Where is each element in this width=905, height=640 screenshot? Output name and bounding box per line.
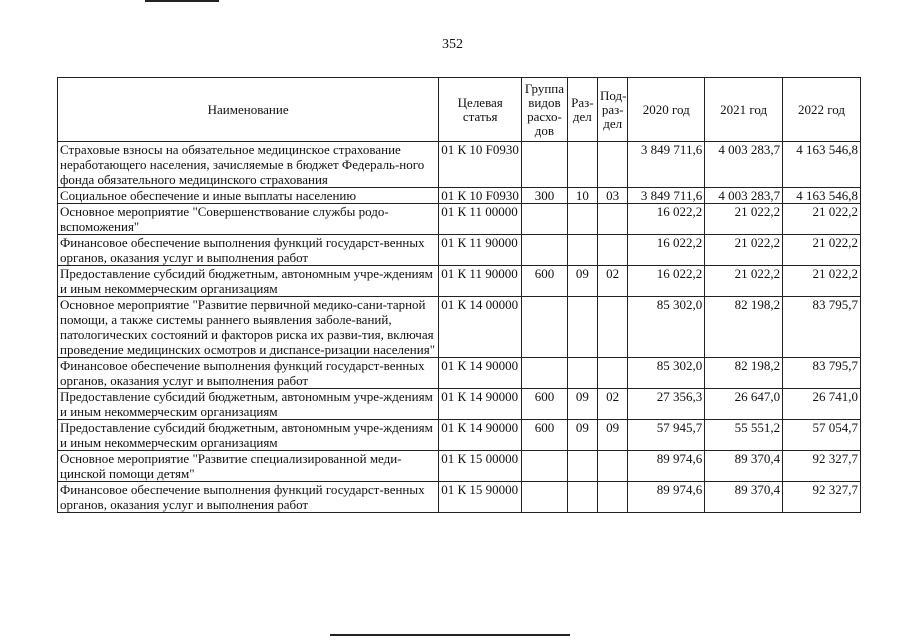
table-row: [58, 482, 861, 513]
row-subsection: [598, 451, 628, 482]
row-value-2022: 21 022,2: [783, 235, 861, 266]
row-section: [567, 142, 597, 188]
row-expense-group: [522, 451, 568, 482]
row-value-2022: 92 327,7: [783, 482, 861, 513]
row-subsection: 03: [598, 188, 628, 204]
row-value-2021: 82 198,2: [705, 358, 783, 389]
row-target-article: 01 К 11 90000: [439, 235, 522, 266]
row-subsection: [598, 142, 628, 188]
row-name: Финансовое обеспечение выполнения функций государст-венных органов, оказания услуг и выполнения работ: [58, 235, 439, 266]
table-row: [58, 389, 861, 420]
row-name: Социальное обеспечение и иные выплаты населению: [58, 188, 439, 204]
header-row: [58, 78, 861, 142]
row-subsection: 09: [598, 420, 628, 451]
row-value-2022: 21 022,2: [783, 266, 861, 297]
row-name: Основное мероприятие "Совершенствование службы родо-вспоможения": [58, 204, 439, 235]
row-target-article: 01 К 14 90000: [439, 389, 522, 420]
row-section: 09: [567, 420, 597, 451]
row-name: Предоставление субсидий бюджетным, автономным учре-ждениям и иным некоммерческим организациям: [58, 266, 439, 297]
row-value-2021: 55 551,2: [705, 420, 783, 451]
header-section: Раз- дел: [567, 78, 597, 142]
table-row: [58, 188, 861, 204]
row-subsection: [598, 482, 628, 513]
row-value-2020: 16 022,2: [628, 204, 705, 235]
row-subsection: [598, 204, 628, 235]
row-target-article: 01 К 10 F0930: [439, 142, 522, 188]
top-rule: [145, 0, 219, 2]
row-subsection: [598, 235, 628, 266]
row-value-2020: 3 849 711,6: [628, 142, 705, 188]
row-target-article: 01 К 15 90000: [439, 482, 522, 513]
table-row: [58, 266, 861, 297]
row-name: Основное мероприятие "Развитие специализированной меди-цинской помощи детям": [58, 451, 439, 482]
row-section: 09: [567, 389, 597, 420]
row-value-2022: 83 795,7: [783, 358, 861, 389]
header-2020: 2020 год: [628, 78, 705, 142]
header-target-article: Целевая статья: [439, 78, 522, 142]
row-value-2022: 26 741,0: [783, 389, 861, 420]
row-target-article: 01 К 14 90000: [439, 420, 522, 451]
table-row: [58, 451, 861, 482]
row-value-2020: 89 974,6: [628, 482, 705, 513]
row-target-article: 01 К 11 90000: [439, 266, 522, 297]
row-expense-group: [522, 142, 568, 188]
row-value-2020: 3 849 711,6: [628, 188, 705, 204]
row-expense-group: [522, 297, 568, 358]
row-section: [567, 358, 597, 389]
row-value-2021: 26 647,0: [705, 389, 783, 420]
row-subsection: [598, 297, 628, 358]
header-2021: 2021 год: [705, 78, 783, 142]
page-number: 352: [442, 37, 463, 52]
row-expense-group: [522, 358, 568, 389]
row-name: Предоставление субсидий бюджетным, автономным учре-ждениям и иным некоммерческим организациям: [58, 420, 439, 451]
row-section: [567, 235, 597, 266]
row-value-2021: 82 198,2: [705, 297, 783, 358]
row-value-2021: 89 370,4: [705, 482, 783, 513]
row-value-2021: 21 022,2: [705, 235, 783, 266]
header-2022: 2022 год: [783, 78, 861, 142]
row-value-2022: 4 163 546,8: [783, 142, 861, 188]
row-value-2022: 83 795,7: [783, 297, 861, 358]
row-name: Основное мероприятие "Развитие первичной медико-сани-тарной помощи, а также системы раннего выявления заболе-ваний, патологических состояний и факторов риска их разви-тия, включая проведение медицинских осмотров и диспансе-ризации населения": [58, 297, 439, 358]
row-value-2020: 57 945,7: [628, 420, 705, 451]
row-value-2021: 4 003 283,7: [705, 142, 783, 188]
row-name: Финансовое обеспечение выполнения функций государст-венных органов, оказания услуг и выполнения работ: [58, 358, 439, 389]
budget-table: [57, 77, 861, 513]
row-target-article: 01 К 15 00000: [439, 451, 522, 482]
table-row: [58, 204, 861, 235]
row-value-2021: 21 022,2: [705, 204, 783, 235]
header-subsection: Под- раз- дел: [598, 78, 628, 142]
table-row: [58, 142, 861, 188]
row-value-2022: 92 327,7: [783, 451, 861, 482]
row-target-article: 01 К 14 90000: [439, 358, 522, 389]
row-expense-group: 300: [522, 188, 568, 204]
row-section: [567, 451, 597, 482]
row-value-2021: 89 370,4: [705, 451, 783, 482]
row-value-2021: 21 022,2: [705, 266, 783, 297]
row-section: [567, 482, 597, 513]
row-value-2022: 21 022,2: [783, 204, 861, 235]
row-value-2020: 16 022,2: [628, 235, 705, 266]
row-name: Страховые взносы на обязательное медицинское страхование неработающего населения, зачисляемые в бюджет Федераль-ного фонда обязательного медицинского страхования: [58, 142, 439, 188]
row-value-2020: 27 356,3: [628, 389, 705, 420]
row-target-article: 01 К 11 00000: [439, 204, 522, 235]
row-target-article: 01 К 10 F0930: [439, 188, 522, 204]
row-expense-group: 600: [522, 420, 568, 451]
row-subsection: 02: [598, 389, 628, 420]
row-subsection: 02: [598, 266, 628, 297]
row-value-2022: 57 054,7: [783, 420, 861, 451]
row-section: 09: [567, 266, 597, 297]
row-expense-group: 600: [522, 266, 568, 297]
row-target-article: 01 К 14 00000: [439, 297, 522, 358]
table-row: [58, 297, 861, 358]
table-row: [58, 235, 861, 266]
row-value-2020: 85 302,0: [628, 297, 705, 358]
table-row: [58, 358, 861, 389]
header-expense-group: Группа видов расхо- дов: [522, 78, 568, 142]
row-value-2020: 85 302,0: [628, 358, 705, 389]
row-section: [567, 204, 597, 235]
row-expense-group: 600: [522, 389, 568, 420]
row-value-2022: 4 163 546,8: [783, 188, 861, 204]
row-expense-group: [522, 235, 568, 266]
header-name: Наименование: [58, 78, 439, 142]
row-name: Финансовое обеспечение выполнения функций государст-венных органов, оказания услуг и выполнения работ: [58, 482, 439, 513]
row-section: [567, 297, 597, 358]
row-value-2020: 89 974,6: [628, 451, 705, 482]
row-expense-group: [522, 482, 568, 513]
row-value-2021: 4 003 283,7: [705, 188, 783, 204]
row-subsection: [598, 358, 628, 389]
bottom-rule: [330, 634, 570, 636]
table-row: [58, 420, 861, 451]
row-value-2020: 16 022,2: [628, 266, 705, 297]
row-section: 10: [567, 188, 597, 204]
row-name: Предоставление субсидий бюджетным, автономным учре-ждениям и иным некоммерческим организациям: [58, 389, 439, 420]
row-expense-group: [522, 204, 568, 235]
